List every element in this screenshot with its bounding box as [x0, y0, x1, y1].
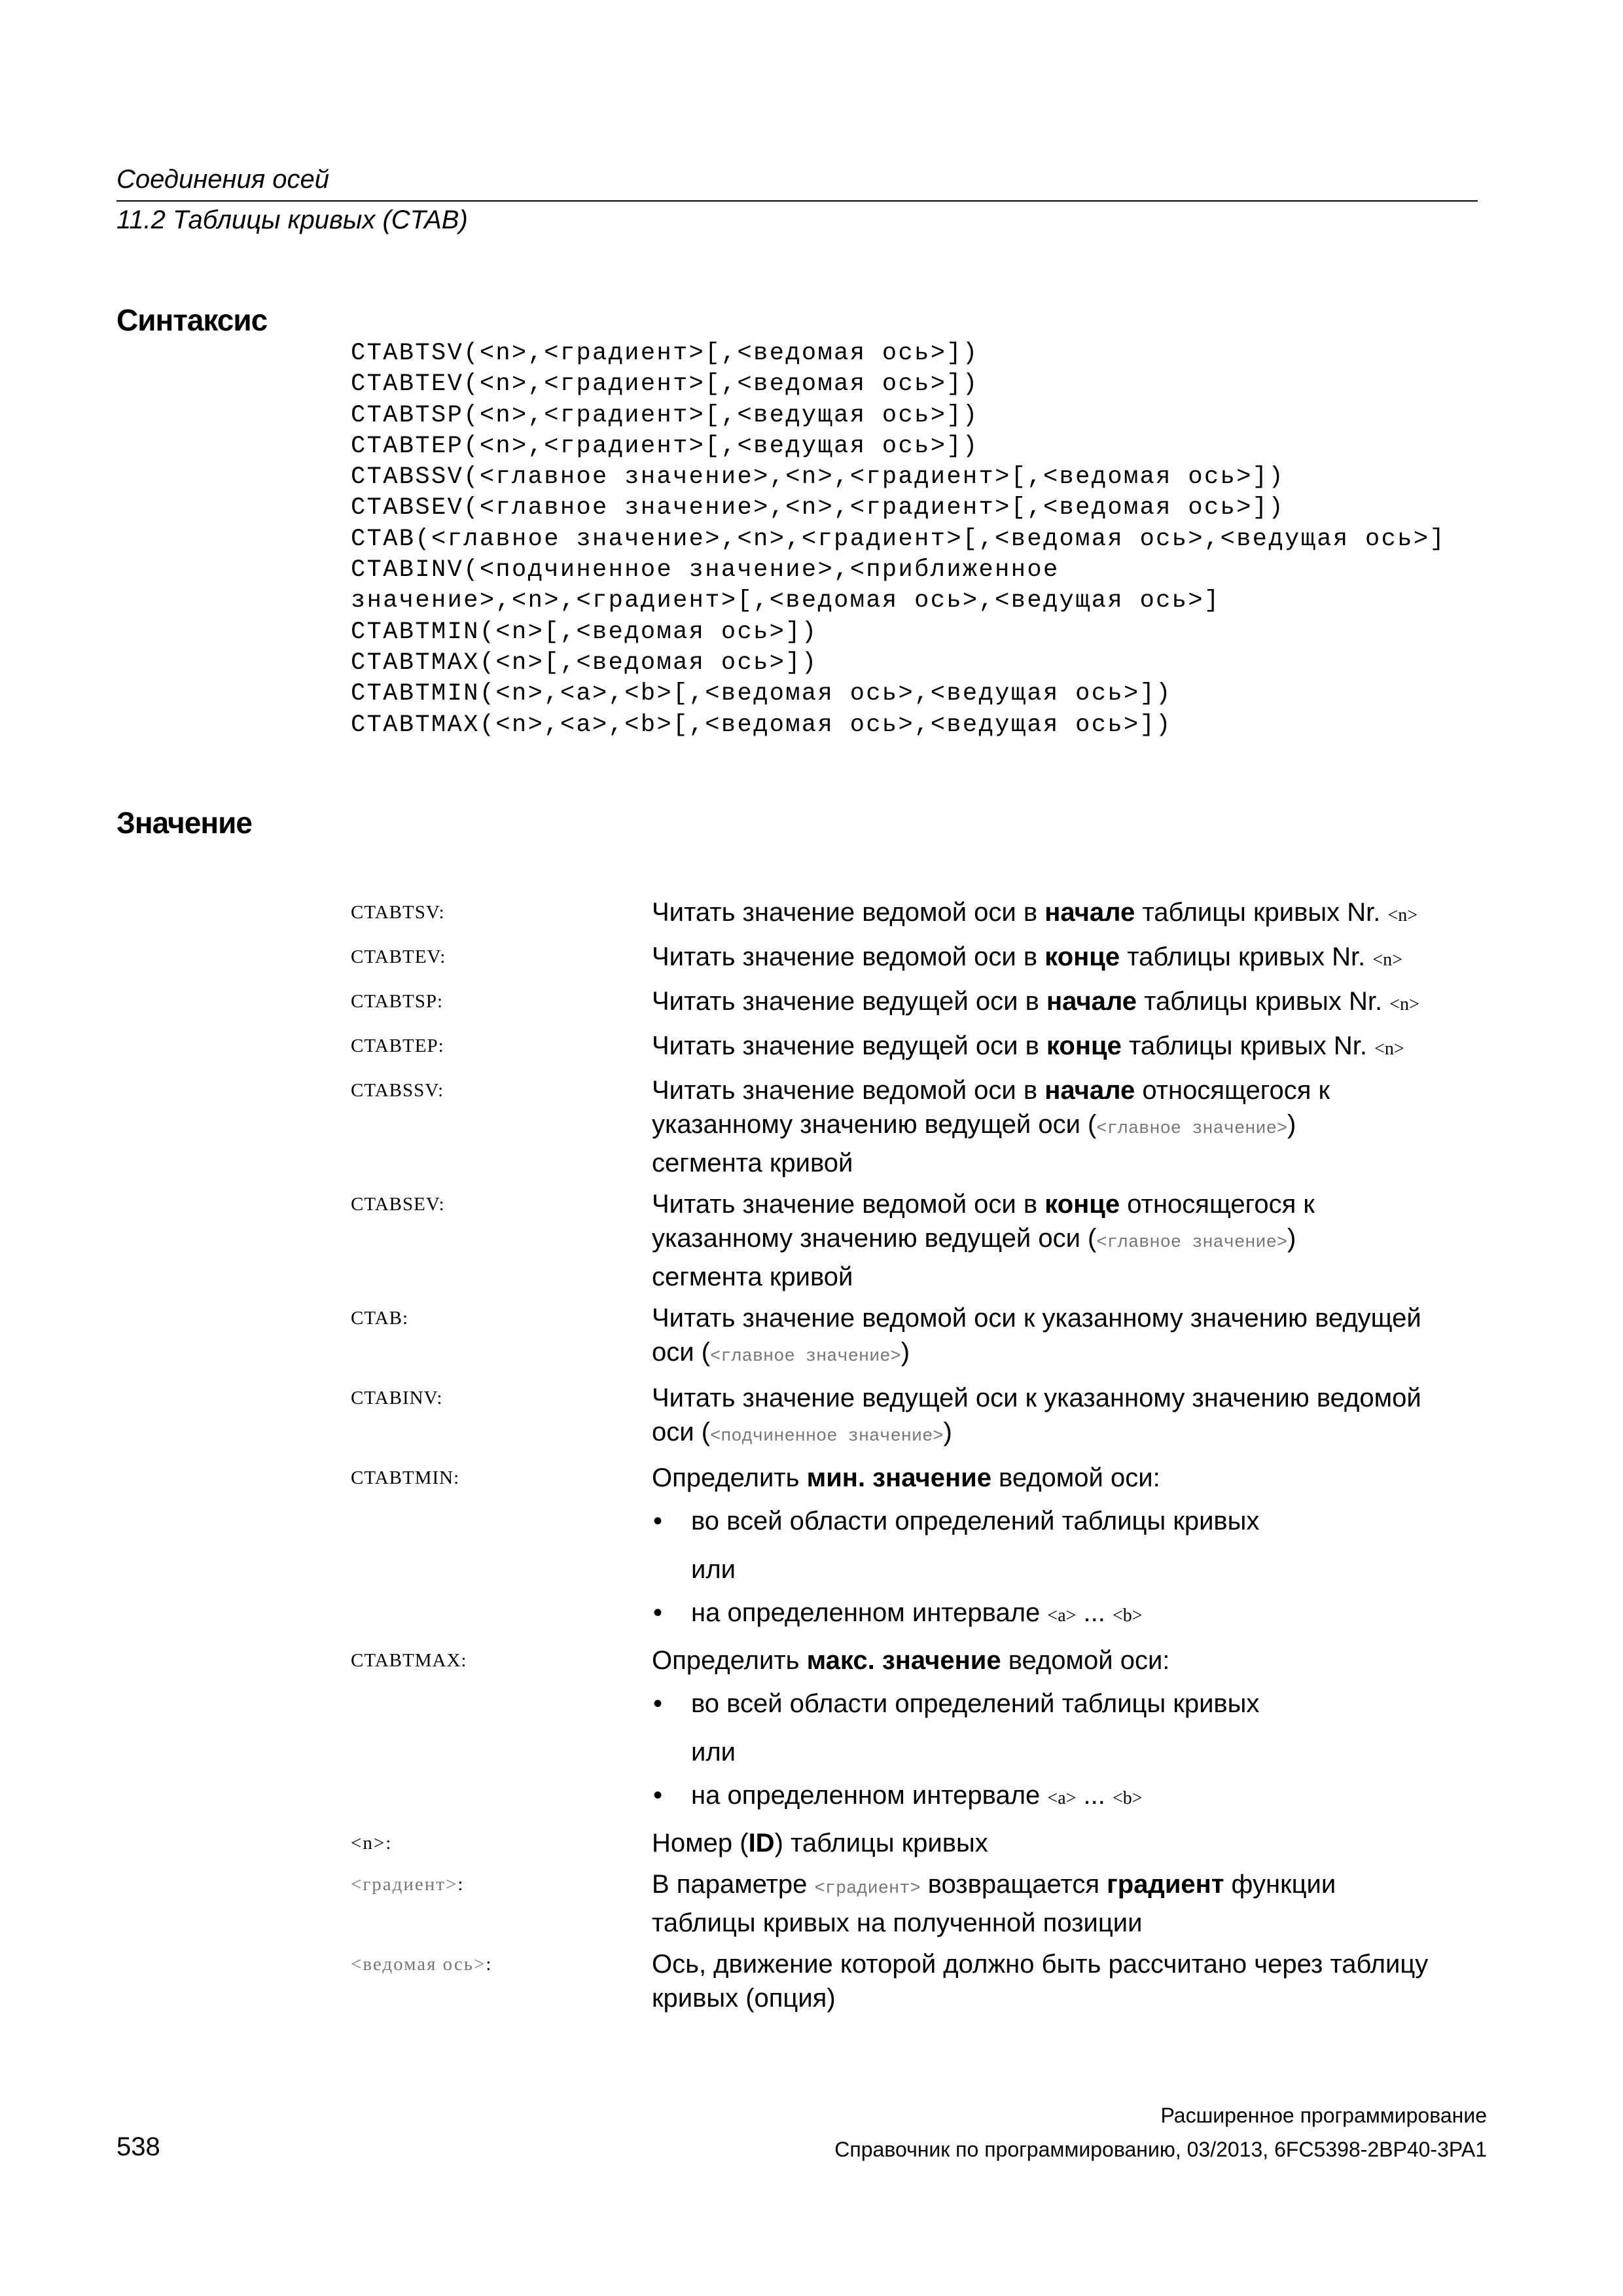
inline-code: <градиент> — [814, 1879, 921, 1899]
term-colon: : — [438, 1194, 445, 1215]
term-colon: : — [438, 902, 445, 923]
syntax-line: CTABTMAX(<n>[,<ведомая ось>]) — [351, 649, 818, 677]
syntax-line: CTABSEV(<главное значение>,<n>,<градиент>[,<ведомая ось>]) — [351, 494, 1285, 522]
footer-book-title: Расширенное программирование — [1160, 2104, 1487, 2127]
text: ведомой оси: — [1001, 1646, 1170, 1675]
definition-term — [351, 1833, 391, 1854]
term-text: CTABTSP — [351, 991, 437, 1012]
bullet-item — [652, 1596, 1483, 1633]
definitions-list — [351, 895, 1483, 2015]
desc-line — [652, 1107, 1483, 1146]
chapter-title: Соединения осей — [116, 165, 330, 194]
inline-code: <n> — [1387, 905, 1418, 925]
definition-description — [652, 1187, 1483, 1294]
definition-description — [652, 895, 1483, 933]
text: ) — [943, 1418, 952, 1446]
bullet-item — [652, 1778, 1483, 1816]
text: указанному значению ведущей оси ( — [652, 1110, 1097, 1139]
text: ведомой оси: — [991, 1463, 1160, 1492]
definition-description — [652, 940, 1483, 977]
definition-term — [351, 1308, 408, 1329]
or-text: или — [691, 1555, 736, 1584]
header-divider — [116, 200, 1478, 202]
text: Номер ( — [652, 1829, 749, 1857]
term-colon: : — [461, 1650, 467, 1671]
inline-code: <n> — [1372, 950, 1402, 970]
definition-description — [652, 1643, 1483, 1816]
definition-term — [351, 1035, 444, 1057]
text: Читать значение ведомой оси в — [652, 1076, 1045, 1105]
emphasis: начале — [1044, 898, 1135, 927]
emphasis: конце — [1046, 1031, 1122, 1060]
syntax-line: CTABTSP(<n>,<градиент>[,<ведущая ось>]) — [351, 401, 979, 429]
term-colon: : — [437, 1388, 443, 1408]
page-number: 538 — [116, 2132, 160, 2161]
term-text: <ведомая ось> — [351, 1954, 486, 1975]
term-colon: : — [486, 1954, 492, 1975]
text: таблицы кривых Nr. — [1120, 942, 1373, 971]
definition-term — [351, 1388, 442, 1409]
definition-term — [351, 902, 445, 924]
or-text: или — [691, 1738, 736, 1767]
definition-description — [652, 1461, 1483, 1633]
syntax-line: значение>,<n>,<градиент>[,<ведомая ось>,<ведущая ось>] — [351, 587, 1221, 615]
term-text: CTABSSV — [351, 1080, 438, 1101]
term-text: CTAB — [351, 1308, 403, 1329]
inline-code: <b> — [1113, 1605, 1143, 1626]
inline-code: <подчиненное значение> — [710, 1427, 944, 1446]
definition-row — [351, 1301, 1483, 1374]
syntax-line: CTABTEP(<n>,<градиент>[,<ведущая ось>]) — [351, 432, 979, 460]
text: ) — [1287, 1110, 1296, 1139]
bullet-item: • во всей области определений таблицы кривых — [652, 1687, 1483, 1721]
definition-description — [652, 1947, 1483, 2015]
text: таблицы кривых Nr. — [1135, 898, 1388, 927]
definition-row — [351, 1461, 1483, 1633]
desc-line — [652, 1221, 1483, 1260]
emphasis: мин. значение — [806, 1463, 991, 1492]
syntax-line: CTABTEV(<n>,<градиент>[,<ведомая ось>]) — [351, 370, 979, 399]
definition-term — [351, 991, 443, 1013]
definition-description — [652, 984, 1483, 1022]
text: относящегося к — [1120, 1190, 1315, 1219]
definition-row — [351, 895, 1483, 933]
emphasis: ID — [748, 1829, 775, 1857]
definition-term — [351, 1874, 463, 1895]
syntax-line: CTABTMAX(<n>,<a>,<b>[,<ведомая ось>,<ведущая ось>]) — [351, 711, 1172, 739]
inline-code: <a> — [1047, 1605, 1077, 1626]
definition-description — [652, 1073, 1483, 1180]
syntax-heading: Синтаксис — [116, 303, 268, 337]
text: ... — [1076, 1781, 1113, 1810]
text: Читать значение ведомой оси в — [652, 898, 1045, 927]
syntax-line: CTABTSV(<n>,<градиент>[,<ведомая ось>]) — [351, 340, 979, 367]
desc-line — [652, 1643, 1483, 1677]
syntax-line: CTABTMIN(<n>,<a>,<b>[,<ведомая ось>,<ведущая ось>]) — [351, 680, 1172, 708]
text: Читать значение ведущей оси в — [652, 1031, 1046, 1060]
definition-term — [351, 1467, 459, 1489]
text: таблицы кривых Nr. — [1136, 987, 1390, 1016]
definition-row — [351, 1381, 1483, 1454]
inline-code: <a> — [1047, 1788, 1077, 1808]
desc-line — [652, 1335, 1483, 1374]
text: В параметре — [652, 1870, 815, 1899]
text: ) — [901, 1338, 910, 1367]
emphasis: начале — [1046, 987, 1137, 1016]
desc-line — [652, 1187, 1483, 1221]
emphasis: макс. значение — [806, 1646, 1001, 1675]
desc-line: Ось, движение которой должно быть рассчитано через таблицу — [652, 1950, 1429, 1979]
term-colon: : — [454, 1467, 460, 1488]
footer-manual-info: Справочник по программированию, 03/2013, 6FC5398-2BP40-3PA1 — [834, 2138, 1487, 2161]
text: на определенном интервале — [691, 1598, 1048, 1627]
syntax-line: CTABTMIN(<n>[,<ведомая ось>]) — [351, 618, 818, 646]
text: таблицы кривых Nr. — [1121, 1031, 1375, 1060]
definition-row — [351, 1867, 1483, 1940]
syntax-code-block — [351, 338, 1483, 741]
inline-code: <n> — [1374, 1039, 1404, 1059]
term-text: <n> — [351, 1833, 386, 1854]
desc-line — [652, 1073, 1483, 1107]
emphasis: начале — [1044, 1076, 1135, 1105]
syntax-line: CTABSSV(<главное значение>,<n>,<градиент>[,<ведомая ось>]) — [351, 463, 1285, 492]
desc-line — [652, 1867, 1483, 1906]
inline-code: <n> — [1389, 994, 1419, 1014]
term-colon: : — [385, 1833, 392, 1854]
definition-description — [652, 1381, 1483, 1454]
definition-row — [351, 984, 1483, 1022]
desc-line: Читать значение ведомой оси к указанному значению ведущей — [652, 1304, 1421, 1333]
syntax-line: CTABINV(<подчиненное значение>,<приближенное — [351, 556, 1060, 584]
text: функции — [1224, 1870, 1336, 1899]
bullet-item: • во всей области определений таблицы кривых — [652, 1504, 1483, 1538]
text: Определить — [652, 1463, 807, 1492]
meaning-heading: Значение — [116, 806, 252, 840]
term-colon: : — [438, 1080, 444, 1101]
text: относящегося к — [1135, 1076, 1330, 1105]
term-text: CTABTSV — [351, 902, 439, 923]
text: Определить — [652, 1646, 807, 1675]
definition-row — [351, 940, 1483, 977]
desc-line: таблицы кривых на полученной позиции — [652, 1909, 1143, 1937]
text: оси ( — [652, 1338, 711, 1367]
term-colon: : — [440, 946, 446, 967]
text: оси ( — [652, 1418, 711, 1446]
text: указанному значению ведущей оси ( — [652, 1224, 1097, 1253]
definition-term — [351, 1194, 445, 1215]
definition-description — [652, 1029, 1483, 1066]
definition-row — [351, 1947, 1483, 2015]
desc-line: сегмента кривой — [652, 1149, 853, 1177]
desc-line — [652, 1461, 1483, 1495]
inline-code: <главное значение> — [1096, 1233, 1288, 1253]
definition-term — [351, 1954, 491, 1975]
text: возвращается — [920, 1870, 1107, 1899]
text: на определенном интервале — [691, 1781, 1048, 1810]
desc-line: кривых (опция) — [652, 1984, 836, 2013]
text: ) таблицы кривых — [774, 1829, 988, 1857]
text: ) — [1287, 1224, 1296, 1253]
desc-line: сегмента кривой — [652, 1263, 853, 1291]
emphasis: конце — [1044, 942, 1120, 971]
definition-row — [351, 1073, 1483, 1180]
inline-code: <главное значение> — [710, 1347, 901, 1367]
emphasis: конце — [1044, 1190, 1120, 1219]
term-colon: : — [438, 1035, 444, 1056]
definition-description — [652, 1826, 1483, 1860]
term-colon: : — [402, 1308, 409, 1329]
definition-term — [351, 1650, 467, 1672]
term-text: CTABINV — [351, 1388, 437, 1408]
term-text: <градиент> — [351, 1874, 458, 1895]
definition-row — [351, 1187, 1483, 1294]
term-text: CTABTEV — [351, 946, 440, 967]
inline-code: <b> — [1113, 1788, 1143, 1808]
definition-term — [351, 946, 446, 968]
desc-line — [652, 1415, 1483, 1454]
term-colon: : — [457, 1874, 464, 1895]
inline-code: <главное значение> — [1096, 1119, 1288, 1139]
text: ... — [1076, 1598, 1113, 1627]
term-text: CTABTMAX — [351, 1650, 461, 1671]
definition-term — [351, 1080, 444, 1102]
definition-description — [652, 1301, 1483, 1374]
desc-line: Читать значение ведущей оси к указанному значению ведомой — [652, 1384, 1421, 1412]
term-text: CTABSEV — [351, 1194, 439, 1215]
definition-row — [351, 1826, 1483, 1860]
syntax-line: CTAB(<главное значение>,<n>,<градиент>[,<ведомая ось>,<ведущая ось>] — [351, 525, 1446, 553]
definition-description — [652, 1867, 1483, 1940]
term-text: CTABTEP — [351, 1035, 438, 1056]
term-colon: : — [437, 991, 444, 1012]
emphasis: градиент — [1107, 1870, 1224, 1899]
definition-row — [351, 1029, 1483, 1066]
text: Читать значение ведомой оси в — [652, 1190, 1045, 1219]
term-text: CTABTMIN — [351, 1467, 454, 1488]
text: Читать значение ведущей оси в — [652, 987, 1046, 1016]
section-title: 11.2 Таблицы кривых (CTAB) — [116, 206, 468, 234]
definition-row — [351, 1643, 1483, 1816]
text: Читать значение ведомой оси в — [652, 942, 1045, 971]
